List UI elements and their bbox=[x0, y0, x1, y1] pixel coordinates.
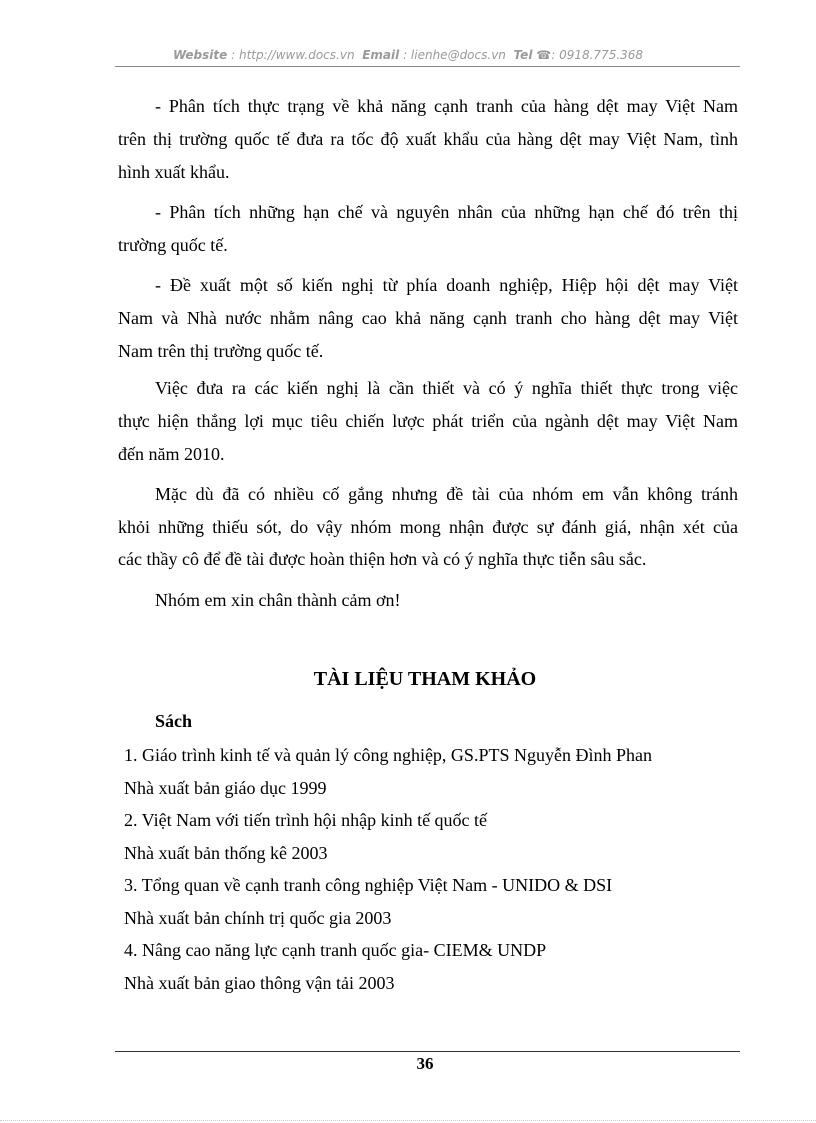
reference-item: 3. Tổng quan về cạnh tranh công nghiệp Việt Nam - UNIDO & DSI bbox=[124, 875, 613, 895]
reference-item: 2. Việt Nam với tiến trình hội nhập kinh tế quốc tế bbox=[124, 810, 488, 830]
tel-label: Tel bbox=[513, 48, 533, 62]
body-line: thực hiện thắng lợi mục tiêu chiến lược phát triển của ngành dệt may Việt Nam bbox=[118, 411, 738, 431]
reference-publisher: Nhà xuất bản thống kê 2003 bbox=[124, 843, 328, 863]
website-url: : http://www.docs.vn bbox=[231, 48, 355, 62]
page-number: 36 bbox=[416, 1054, 434, 1073]
page-header bbox=[0, 48, 816, 62]
body-line: đến năm 2010. bbox=[118, 444, 225, 464]
page-edge bbox=[0, 1120, 816, 1121]
body-line: trên thị trường quốc tế đưa ra tốc độ xuất khẩu của hàng dệt may Việt Nam, tình bbox=[118, 129, 738, 149]
references-title: TÀI LIỆU THAM KHẢO bbox=[313, 668, 537, 690]
body-line: - Phân tích những hạn chế và nguyên nhân của những hạn chế đó trên thị bbox=[155, 202, 738, 222]
body-line: Nhóm em xin chân thành cảm ơn! bbox=[155, 590, 401, 610]
body-line: trường quốc tế. bbox=[118, 235, 228, 255]
body-line: - Phân tích thực trạng về khả năng cạnh tranh của hàng dệt may Việt Nam bbox=[155, 96, 738, 116]
email-address: : lienhe@docs.vn bbox=[403, 48, 506, 62]
footer-divider bbox=[115, 1051, 740, 1052]
reference-publisher: Nhà xuất bản giao thông vận tải 2003 bbox=[124, 973, 395, 993]
reference-publisher: Nhà xuất bản giáo dục 1999 bbox=[124, 778, 327, 798]
body-line: Nam và Nhà nước nhằm nâng cao khả năng cạnh tranh cho hàng dệt may Việt bbox=[118, 308, 738, 328]
body-line: các thầy cô để đề tài được hoàn thiện hơn và có ý nghĩa thực tiễn sâu sắc. bbox=[118, 549, 647, 569]
body-line: Nam trên thị trường quốc tế. bbox=[118, 341, 324, 361]
reference-item: 4. Nâng cao năng lực cạnh tranh quốc gia- CIEM& UNDP bbox=[124, 940, 547, 960]
body-line: khỏi những thiếu sót, do vậy nhóm mong nhận được sự đánh giá, nhận xét của bbox=[118, 517, 738, 537]
website-label: Website bbox=[172, 48, 228, 62]
body-line: hình xuất khẩu. bbox=[118, 162, 230, 182]
body-line: Mặc dù đã có nhiều cố gắng nhưng đề tài của nhóm em vẫn không tránh bbox=[155, 484, 738, 504]
body-line: - Đề xuất một số kiến nghị từ phía doanh nghiệp, Hiệp hội dệt may Việt bbox=[155, 275, 738, 295]
header-divider bbox=[115, 66, 740, 67]
reference-publisher: Nhà xuất bản chính trị quốc gia 2003 bbox=[124, 908, 392, 928]
tel-number: ☎: 0918.775.368 bbox=[536, 48, 644, 62]
reference-item: 1. Giáo trình kinh tế và quản lý công nghiệp, GS.PTS Nguyễn Đình Phan bbox=[124, 745, 652, 765]
references-section: Sách bbox=[155, 711, 193, 731]
body-line: Việc đưa ra các kiến nghị là cần thiết và có ý nghĩa thiết thực trong việc bbox=[155, 378, 738, 398]
email-label: Email bbox=[362, 48, 400, 62]
